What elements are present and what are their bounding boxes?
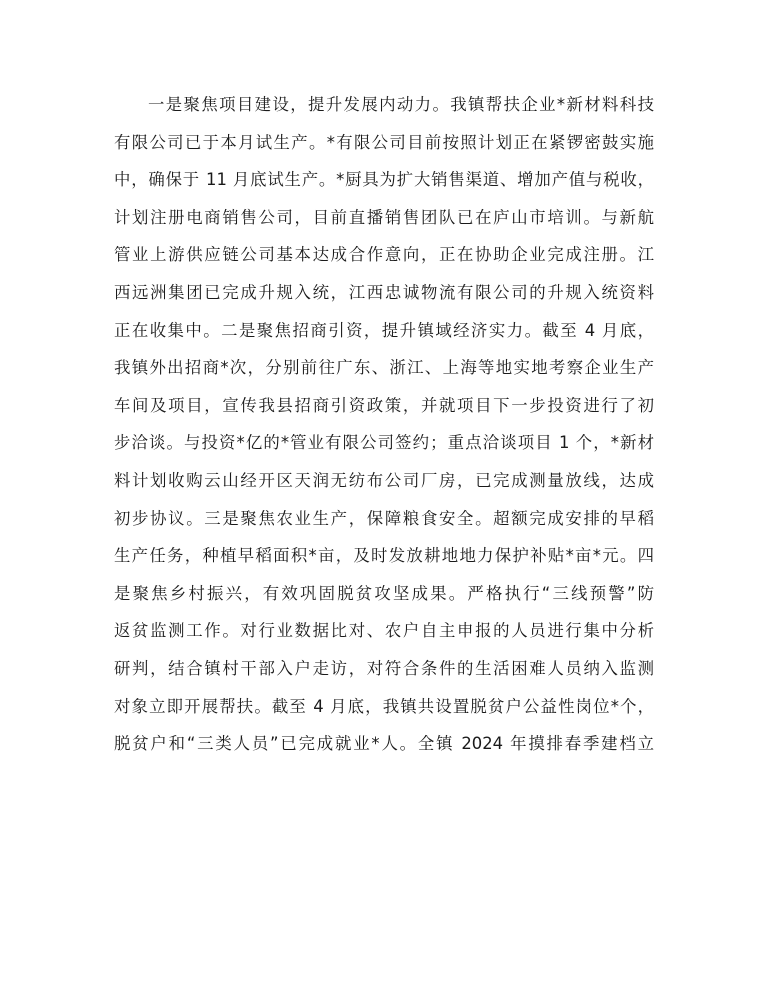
text-line: 中，确保于 11 月底试生产。*厨具为扩大销售渠道、增加产值与税收， bbox=[114, 170, 654, 190]
text-line: 正在收集中。二是聚焦招商引资，提升镇域经济实力。截至 4 月底， bbox=[114, 320, 654, 340]
text-line: 脱贫户和“三类人员”已完成就业*人。全镇 2024 年摸排春季建档立 bbox=[114, 734, 654, 754]
text-line: 初步协议。三是聚焦农业生产，保障粮食安全。超额完成安排的早稻 bbox=[114, 508, 654, 528]
text-line: 计划注册电商销售公司，目前直播销售团队已在庐山市培训。与新航 bbox=[114, 207, 654, 227]
text-line: 生产任务，种植早稻面积*亩，及时发放耕地地力保护补贴*亩*元。四 bbox=[114, 546, 654, 566]
text-line: 步洽谈。与投资*亿的*管业有限公司签约；重点洽谈项目 1 个，*新材 bbox=[114, 433, 654, 453]
text-line: 返贫监测工作。对行业数据比对、农户自主申报的人员进行集中分析 bbox=[114, 621, 654, 641]
text-line: 我镇外出招商*次，分别前往广东、浙江、上海等地实地考察企业生产 bbox=[114, 358, 654, 378]
body-paragraph bbox=[114, 86, 654, 763]
text-line: 是聚焦乡村振兴，有效巩固脱贫攻坚成果。严格执行“三线预警”防 bbox=[114, 583, 654, 603]
text-line: 西远洲集团已完成升规入统，江西忠诚物流有限公司的升规入统资料 bbox=[114, 282, 654, 302]
text-line: 有限公司已于本月试生产。*有限公司目前按照计划正在紧锣密鼓实施 bbox=[114, 132, 654, 152]
text-line: 研判，结合镇村干部入户走访，对符合条件的生活困难人员纳入监测 bbox=[114, 658, 654, 678]
text-line: 一是聚焦项目建设，提升发展内动力。我镇帮扶企业*新材料科技 bbox=[148, 95, 654, 114]
text-line: 车间及项目，宣传我县招商引资政策，并就项目下一步投资进行了初 bbox=[114, 395, 654, 415]
text-line: 料计划收购云山经开区天润无纺布公司厂房，已完成测量放线，达成 bbox=[114, 470, 654, 490]
text-line: 管业上游供应链公司基本达成合作意向，正在协助企业完成注册。江 bbox=[114, 245, 654, 265]
text-line: 对象立即开展帮扶。截至 4 月底，我镇共设置脱贫户公益性岗位*个， bbox=[114, 696, 654, 716]
